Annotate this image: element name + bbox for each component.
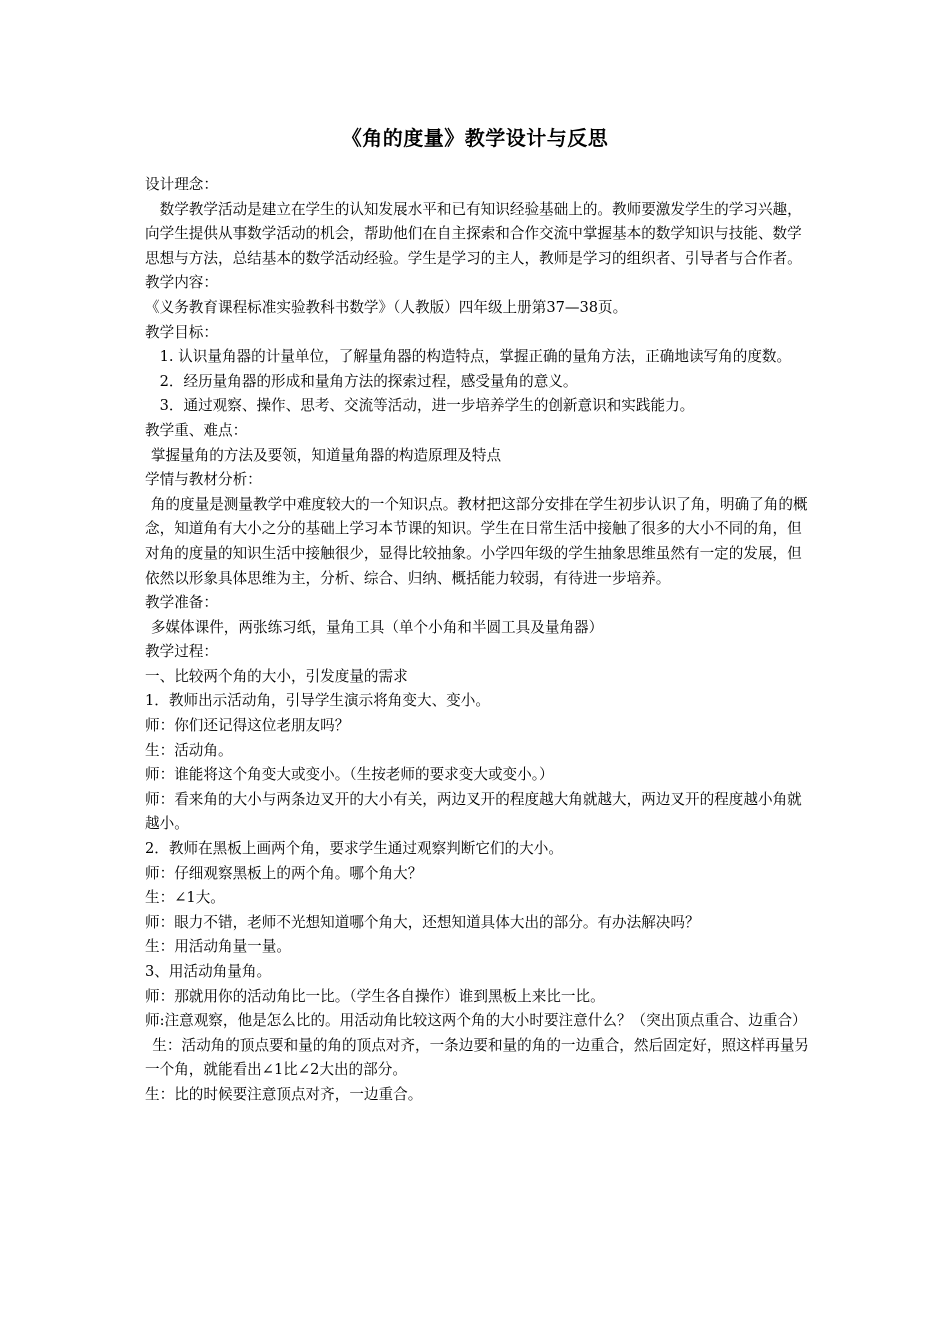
heading-analysis: 学情与教材分析： bbox=[145, 471, 262, 489]
process-line: 师：你们还记得这位老朋友吗？ bbox=[145, 717, 350, 735]
document-body bbox=[145, 173, 811, 1108]
process-line: 师：眼力不错，老师不光想知道哪个角大，还想知道具体大出的部分。有办法解决吗？ bbox=[145, 913, 700, 931]
document-title: 《角的度量》教学设计与反思 bbox=[341, 126, 609, 150]
paragraph-design-concept: 数学教学活动是建立在学生的认知发展水平和已有知识经验基础上的。教师要激发学生的学习兴趣，向学生提供从事数学活动的机会，帮助他们在自主探索和合作交流中掌握基本的数学知识与技能、数学思想与方法，总结基本的数学活动经验。学生是学习的主人，教师是学习的组织者、引导者与合作者。 bbox=[145, 200, 802, 267]
heading-teaching-goals: 教学目标： bbox=[145, 323, 218, 341]
process-line: 生：用活动角量一量。 bbox=[145, 938, 291, 956]
goal-item-3: 3．通过观察、操作、思考、交流等活动，进一步培养学生的创新意识和实践能力。 bbox=[159, 397, 695, 415]
process-line: 生：活动角的顶点要和量的角的顶点对齐，一条边要和量的角的一边重合，然后固定好，照这样再量另一个角，就能看出∠1比∠2大出的部分。 bbox=[145, 1036, 810, 1079]
process-line: 生：活动角。 bbox=[145, 741, 233, 759]
goal-item-2: 2．经历量角器的形成和量角方法的探索过程，感受量角的意义。 bbox=[159, 372, 578, 390]
heading-preparation: 教学准备： bbox=[145, 594, 218, 612]
paragraph-teaching-content: 《义务教育课程标准实验教科书数学》（人教版）四年级上册第37—38页。 bbox=[145, 298, 628, 316]
paragraph-analysis: 角的度量是测量教学中难度较大的一个知识点。教材把这部分安排在学生初步认识了角，明确了角的概念，知道角有大小之分的基础上学习本节课的知识。学生在日常生活中接触了很多的大小不同的角，但对角的度量的知识生活中接触很少，显得比较抽象。小学四年级的学生抽象思维虽然有一定的发展，但依然以形象具体思维为主，分析、综合、归纳、概括能力较弱，有待进一步培养。 bbox=[145, 495, 808, 587]
heading-design-concept: 设计理念： bbox=[145, 176, 218, 193]
paragraph-key-points: 掌握量角的方法及要领，知道量角器的构造原理及特点 bbox=[150, 446, 502, 464]
process-line: 1．教师出示活动角，引导学生演示将角变大、变小。 bbox=[145, 692, 490, 710]
heading-process: 教学过程： bbox=[145, 643, 218, 661]
process-line: 3、用活动角量角。 bbox=[145, 963, 272, 980]
process-line: 师：谁能将这个角变大或变小。（生按老师的要求变大或变小。） bbox=[145, 766, 554, 784]
process-line: 生：∠1大。 bbox=[145, 889, 225, 907]
process-line: 生：比的时候要注意顶点对齐，一边重合。 bbox=[145, 1085, 423, 1103]
process-section-1: 一、比较两个角的大小，引发度量的需求 bbox=[145, 667, 408, 685]
process-line: 师:注意观察，他是怎么比的。用活动角比较这两个角的大小时要注意什么？（突出顶点重合、边重合） bbox=[145, 1012, 807, 1030]
process-line: 师：仔细观察黑板上的两个角。哪个角大？ bbox=[145, 864, 423, 882]
paragraph-preparation: 多媒体课件，两张练习纸，量角工具（单个小角和半圆工具及量角器） bbox=[150, 618, 604, 636]
heading-key-points: 教学重、难点： bbox=[145, 421, 248, 439]
goal-item-1: 1. 认识量角器的计量单位，了解量角器的构造特点，掌握正确的量角方法，正确地读写角的度数。 bbox=[159, 348, 792, 366]
heading-teaching-content: 教学内容： bbox=[145, 274, 218, 292]
process-line: 师：看来角的大小与两条边叉开的大小有关，两边叉开的程度越大角就越大，两边叉开的程度越小角就越小。 bbox=[145, 790, 802, 833]
process-line: 2．教师在黑板上画两个角，要求学生通过观察判断它们的大小。 bbox=[145, 840, 563, 858]
process-line: 师：那就用你的活动角比一比。（学生各自操作）谁到黑板上来比一比。 bbox=[145, 987, 605, 1005]
